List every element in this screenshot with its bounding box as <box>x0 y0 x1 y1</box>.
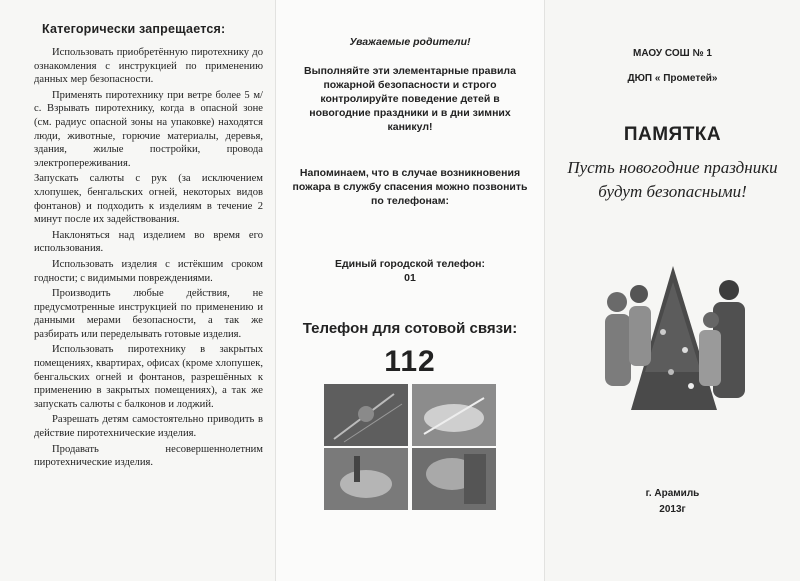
prohibition-item: Наклоняться над изделием во время его использования. <box>34 229 263 255</box>
right-panel <box>545 0 800 581</box>
prohibitions-list <box>34 46 263 470</box>
parents-greeting: Уважаемые родители! <box>349 36 471 48</box>
prohibition-item: Запускать салюты с рук (за исключением хлопушек, бенгальских огней, некоторых видов фонтанов) и подходить к изделиям в течение 2 минут после их задействования. <box>34 173 263 226</box>
school-name: МАОУ СОШ № 1 <box>632 48 712 59</box>
emergency-reminder: Напоминаем, что в случае возникновения пожара в службу спасения можно позвонить по телефонам: <box>292 167 528 207</box>
mobile-phone-number: 112 <box>384 345 436 378</box>
leaflet-title: ПАМЯТКА <box>623 124 722 145</box>
mobile-phone-label: Телефон для сотовой связи: <box>302 320 518 337</box>
prohibition-item: Использовать приобретённую пиротехнику до ознакомления с инструкцией по применению данных мер безопасности. <box>34 47 263 86</box>
city-phone-number: 01 <box>404 272 416 284</box>
city-name: г. Арамиль <box>645 488 700 499</box>
prohibition-item: Использовать пиротехнику в закрытых помещениях, квартирах, офисах (кроме хлопушек, бенгальских огней и фонтанов, разрешённых к применению в закрытых помещениях), а так же запускать салюты с балконов и лоджий. <box>34 344 263 410</box>
prohibition-item: Продавать несовершеннолетним пиротехнические изделия. <box>34 443 263 469</box>
city-phone-label: Единый городской телефон: <box>334 258 486 270</box>
fireworks-photo-collage <box>324 384 496 510</box>
leaflet-subtitle: Пусть новогодние праздники будут безопасными! <box>567 158 778 201</box>
prohibition-item: Использовать изделия с истёкшим сроком годности; с видимыми повреждениями. <box>34 258 263 284</box>
club-name: ДЮП « Прометей» <box>627 73 718 84</box>
left-panel <box>0 0 275 581</box>
safety-instruction: Выполняйте эти элементарные правила пожарной безопасности и строго контролируйте поведение детей в новогодние праздники и в дни зимних каникул! <box>304 65 516 133</box>
prohibition-item: Применять пиротехнику при ветре более 5 м/с. Взрывать пиротехнику, когда в опасной зоне (см. радиус опасной зоны на упаковке) находятся люди, животные, горючие материалы, деревья, здания, жилые постройки, провода электропереживания. <box>34 89 263 169</box>
publication-year: 2013г <box>659 504 686 515</box>
prohibitions-heading: Категорически запрещается: <box>42 22 226 36</box>
prohibition-item: Разрешать детям самостоятельно приводить в действие пиротехнические изделия. <box>34 414 263 440</box>
family-christmas-tree-photo <box>593 262 753 418</box>
middle-panel <box>275 0 545 581</box>
prohibition-item: Производить любые действия, не предусмотренные инструкцией по применению и данными мерами безопасности, а так же разбирать или переделывать готовые изделия. <box>34 288 263 340</box>
